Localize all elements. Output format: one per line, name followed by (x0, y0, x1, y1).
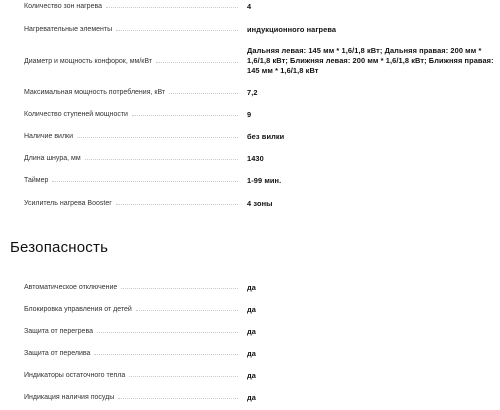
spec-value: 1430 (247, 154, 264, 163)
spec-label: Индикаторы остаточного тепла (24, 372, 129, 379)
spec-value: да (247, 327, 257, 336)
dotted-leader (116, 30, 238, 31)
spec-label: Количество зон нагрева (24, 3, 106, 10)
spec-value: да (247, 305, 257, 314)
section-title-safety: Безопасность (10, 239, 109, 256)
spec-label: Нагревательные элементы (24, 26, 116, 33)
dotted-leader (52, 181, 238, 182)
spec-value: Дальняя левая: 145 мм * 1,6/1,8 кВт; Дальняя правая: 200 мм * 1,6/1,8 кВт; Ближняя левая: 200 мм * 1,6/1,8 кВт; Ближняя правая: 145 мм * 1,6/1,8 кВт (247, 46, 494, 75)
dotted-leader (85, 159, 238, 160)
spec-label: Количество ступеней мощности (24, 111, 132, 118)
spec-value: 7,2 (247, 88, 258, 97)
spec-value: 9 (247, 110, 252, 119)
spec-value: 4 зоны (247, 199, 273, 208)
dotted-leader (94, 354, 238, 355)
spec-label: Защита от перегрева (24, 328, 97, 335)
spec-value: 1-99 мин. (247, 176, 282, 185)
spec-label: Наличие вилки (24, 133, 77, 140)
spec-label: Усилитель нагрева Booster (24, 200, 116, 207)
spec-label: Автоматическое отключение (24, 284, 121, 291)
spec-label: Длина шнура, мм (24, 155, 85, 162)
dotted-leader (106, 7, 238, 8)
dotted-leader (118, 398, 238, 399)
spec-value: без вилки (247, 132, 285, 141)
dotted-leader (97, 332, 238, 333)
dotted-leader (169, 93, 238, 94)
dotted-leader (136, 310, 238, 311)
spec-value: да (247, 371, 257, 380)
spec-label: Защита от перелива (24, 350, 94, 357)
dotted-leader (132, 115, 238, 116)
dotted-leader (129, 376, 238, 377)
spec-label: Блокировка управления от детей (24, 306, 136, 313)
spec-label: Таймер (24, 177, 52, 184)
dotted-leader (156, 62, 238, 63)
spec-value: да (247, 393, 257, 402)
dotted-leader (121, 288, 238, 289)
spec-value: индукционного нагрева (247, 25, 337, 34)
dotted-leader (116, 204, 238, 205)
spec-value: да (247, 349, 257, 358)
spec-value: 4 (247, 2, 252, 11)
spec-label: Диаметр и мощность конфорок, мм/кВт (24, 58, 156, 65)
spec-label: Индикация наличия посуды (24, 394, 118, 401)
spec-label: Максимальная мощность потребления, кВт (24, 89, 169, 96)
dotted-leader (77, 137, 238, 138)
spec-value: да (247, 283, 257, 292)
